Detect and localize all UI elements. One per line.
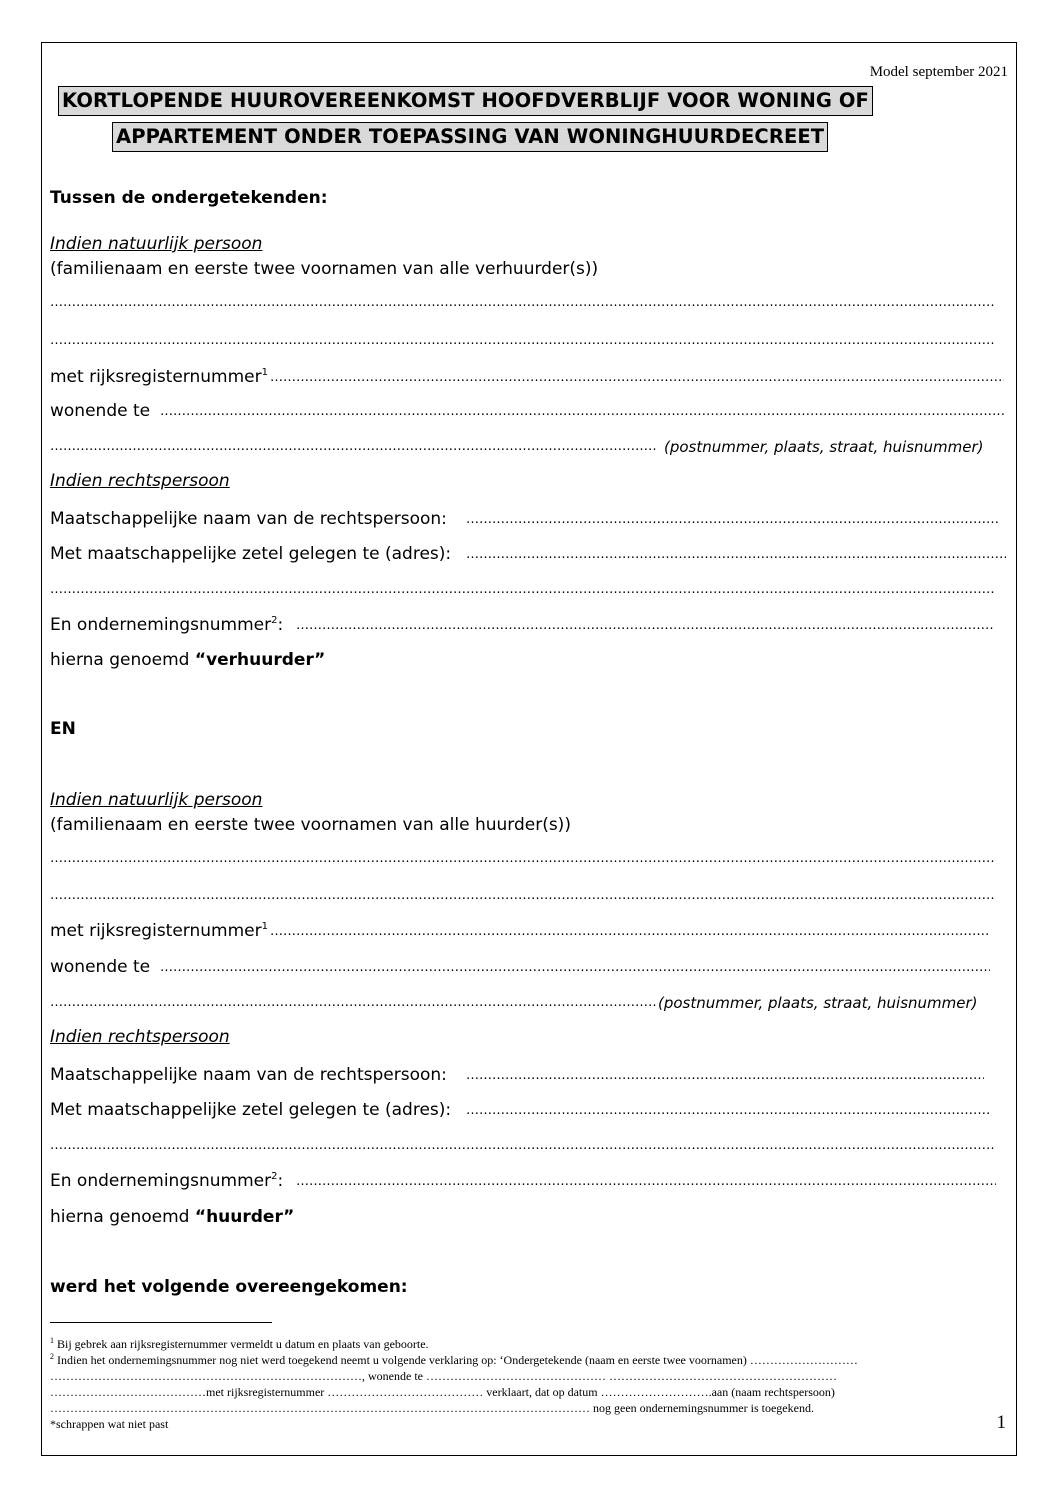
tenant-company-name-label: Maatschappelijke naam van de rechtspersoon: (50, 1065, 447, 1085)
landlord-company-name-field[interactable] (466, 509, 1000, 531)
landlord-rrn-label: met rijksregisternummer$^1$ (50, 367, 268, 387)
tenant-address-field[interactable] (50, 992, 656, 1014)
landlord-enterprise-label: En ondernemingsnummer$^2$: (50, 615, 284, 635)
tenant-address-hint: (postnummer, plaats, straat, huisnummer) (658, 994, 978, 1012)
landlord-seat-field-2[interactable] (50, 579, 994, 601)
footnote-2-line-3: …………………………………met rijksregisternummer ………………………………… verklaart, dat op datum ……………………….aan (naam rechtspersoon) (50, 1385, 835, 1399)
tenant-names-field-1[interactable] (50, 848, 994, 870)
page-number: 1 (996, 1412, 1006, 1433)
agreement-heading: werd het volgende overeengekomen: (50, 1277, 408, 1297)
landlord-legal-heading: Indien rechtspersoon (50, 471, 230, 491)
footnote-note: *schrappen wat niet past (50, 1417, 169, 1431)
footnote-1: $^1$ Bij gebrek aan rijksregisternummer vermeldt u datum en plaats van geboorte. (50, 1336, 429, 1351)
tenant-rrn-field[interactable] (270, 921, 988, 943)
tenant-enterprise-label: En ondernemingsnummer$^2$: (50, 1171, 284, 1191)
document-title-line-1: KORTLOPENDE HUUROVEREENKOMST HOOFDVERBLIJF VOOR WONING OF (58, 86, 873, 116)
tenant-natural-heading: Indien natuurlijk persoon (50, 790, 263, 810)
tenant-rrn-label: met rijksregisternummer$^1$ (50, 921, 268, 941)
tenant-enterprise-field[interactable] (296, 1171, 996, 1193)
landlord-seat-field[interactable] (466, 544, 1006, 566)
landlord-address-hint: (postnummer, plaats, straat, huisnummer) (664, 438, 984, 456)
landlord-names-hint: (familienaam en eerste twee voornamen van alle verhuurder(s)) (50, 259, 599, 279)
landlord-rrn-field[interactable] (270, 367, 1004, 389)
footnote-2-line-4: ……………………………………………………………………………………………………………………… nog geen ondernemingsnummer is toegekend. (50, 1401, 814, 1415)
landlord-natural-heading: Indien natuurlijk persoon (50, 234, 263, 254)
model-version: Model september 2021 (869, 64, 1008, 80)
tenant-seat-label: Met maatschappelijke zetel gelegen te (adres): (50, 1100, 452, 1120)
landlord-address-field[interactable] (50, 436, 656, 458)
landlord-company-name-label: Maatschappelijke naam van de rechtspersoon: (50, 509, 447, 529)
landlord-names-field-1[interactable] (50, 292, 994, 314)
landlord-names-field-2[interactable] (50, 330, 994, 352)
tenant-residence-field[interactable] (160, 957, 990, 979)
tenant-company-name-field[interactable] (466, 1065, 984, 1087)
intro-heading: Tussen de ondergetekenden: (50, 188, 328, 208)
tenant-seat-field-2[interactable] (50, 1135, 994, 1157)
landlord-designation: hierna genoemd “verhuurder” (50, 650, 326, 670)
tenant-seat-field[interactable] (466, 1100, 990, 1122)
tenant-names-hint: (familienaam en eerste twee voornamen van alle huurder(s)) (50, 815, 571, 835)
tenant-residence-label: wonende te (50, 957, 151, 977)
tenant-designation: hierna genoemd “huurder” (50, 1207, 295, 1227)
footnote-2-line-1: $^2$ Indien het ondernemingsnummer nog niet werd toegekend neemt u volgende verklaring op: ‘Ondergetekende (naam en eerste twee voornamen) ……………………… (50, 1352, 858, 1367)
landlord-enterprise-field[interactable] (296, 615, 994, 637)
tenant-legal-heading: Indien rechtspersoon (50, 1027, 230, 1047)
landlord-residence-field[interactable] (160, 401, 1004, 423)
landlord-residence-label: wonende te (50, 401, 151, 421)
footnote-2-line-2: ……………………………………………………………………, wonende te ……………………………………… ………………………………………………… (50, 1369, 837, 1383)
document-title-line-2: APPARTEMENT ONDER TOEPASSING VAN WONINGHUURDECREET (112, 122, 828, 152)
footnote-separator (50, 1322, 272, 1323)
tenant-names-field-2[interactable] (50, 885, 994, 907)
landlord-seat-label: Met maatschappelijke zetel gelegen te (adres): (50, 544, 452, 564)
and-separator: EN (50, 719, 76, 739)
